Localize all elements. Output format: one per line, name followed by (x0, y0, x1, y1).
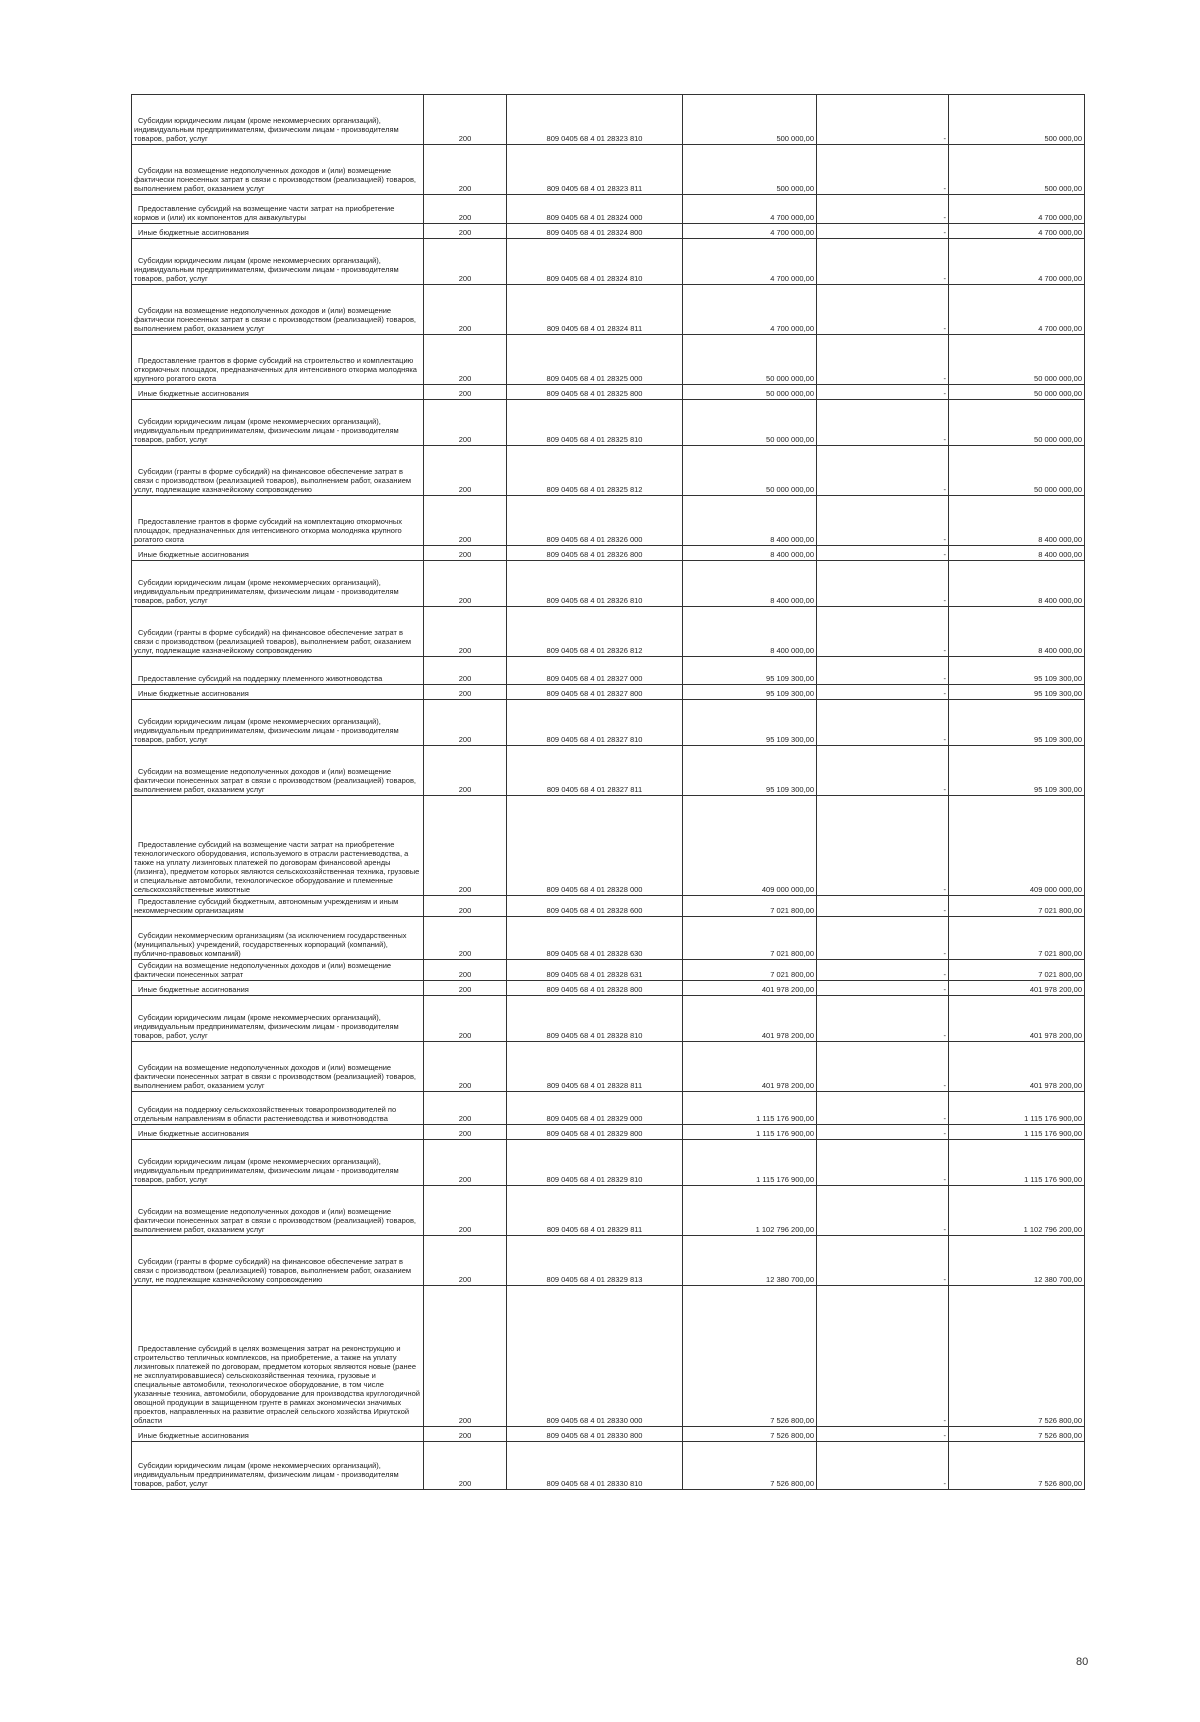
budget-classification-code: 809 0405 68 4 01 28326 810 (507, 561, 683, 607)
amount-total: 95 109 300,00 (949, 685, 1085, 700)
amount-approved: 12 380 700,00 (683, 1236, 817, 1286)
budget-table-page (131, 94, 1084, 1490)
expense-name: Субсидии юридическим лицам (кроме некоммерческих организаций), индивидуальным предпринимателям, физическим лицам - производителям товаров, работ, услуг (132, 1140, 424, 1186)
table-row (132, 335, 1085, 385)
budget-classification-code: 809 0405 68 4 01 28325 800 (507, 385, 683, 400)
table-row (132, 1125, 1085, 1140)
amount-change: - (817, 546, 949, 561)
expense-name: Иные бюджетные ассигнования (132, 546, 424, 561)
line-code: 200 (424, 1092, 507, 1125)
budget-table (131, 94, 1085, 1490)
amount-approved: 7 526 800,00 (683, 1442, 817, 1490)
line-code: 200 (424, 335, 507, 385)
amount-total: 50 000 000,00 (949, 446, 1085, 496)
expense-name: Иные бюджетные ассигнования (132, 385, 424, 400)
budget-classification-code: 809 0405 68 4 01 28327 811 (507, 746, 683, 796)
table-row (132, 239, 1085, 285)
table-row (132, 796, 1085, 896)
line-code: 200 (424, 981, 507, 996)
amount-total: 401 978 200,00 (949, 981, 1085, 996)
expense-name: Предоставление субсидий бюджетным, автономным учреждениям и иным некоммерческим организациям (132, 896, 424, 917)
line-code: 200 (424, 1236, 507, 1286)
line-code: 200 (424, 195, 507, 224)
amount-approved: 4 700 000,00 (683, 285, 817, 335)
amount-total: 7 021 800,00 (949, 960, 1085, 981)
line-code: 200 (424, 1286, 507, 1427)
line-code: 200 (424, 996, 507, 1042)
amount-approved: 1 115 176 900,00 (683, 1092, 817, 1125)
amount-approved: 4 700 000,00 (683, 224, 817, 239)
expense-name: Субсидии юридическим лицам (кроме некоммерческих организаций), индивидуальным предпринимателям, физическим лицам - производителям товаров, работ, услуг (132, 561, 424, 607)
line-code: 200 (424, 1125, 507, 1140)
budget-classification-code: 809 0405 68 4 01 28325 810 (507, 400, 683, 446)
line-code: 200 (424, 746, 507, 796)
expense-name: Иные бюджетные ассигнования (132, 1427, 424, 1442)
amount-total: 50 000 000,00 (949, 400, 1085, 446)
amount-change: - (817, 224, 949, 239)
budget-classification-code: 809 0405 68 4 01 28330 000 (507, 1286, 683, 1427)
amount-total: 50 000 000,00 (949, 335, 1085, 385)
amount-total: 95 109 300,00 (949, 657, 1085, 685)
amount-approved: 7 526 800,00 (683, 1427, 817, 1442)
table-row (132, 657, 1085, 685)
budget-classification-code: 809 0405 68 4 01 28329 000 (507, 1092, 683, 1125)
line-code: 200 (424, 917, 507, 960)
amount-change: - (817, 239, 949, 285)
amount-change: - (817, 1092, 949, 1125)
line-code: 200 (424, 1427, 507, 1442)
amount-approved: 95 109 300,00 (683, 700, 817, 746)
table-row (132, 960, 1085, 981)
amount-change: - (817, 981, 949, 996)
budget-classification-code: 809 0405 68 4 01 28328 800 (507, 981, 683, 996)
amount-change: - (817, 145, 949, 195)
table-row (132, 496, 1085, 546)
amount-total: 7 021 800,00 (949, 917, 1085, 960)
amount-change: - (817, 896, 949, 917)
budget-classification-code: 809 0405 68 4 01 28328 631 (507, 960, 683, 981)
expense-name: Субсидии юридическим лицам (кроме некоммерческих организаций), индивидуальным предпринимателям, физическим лицам - производителям товаров, работ, услуг (132, 95, 424, 145)
amount-change: - (817, 657, 949, 685)
table-row (132, 685, 1085, 700)
amount-total: 8 400 000,00 (949, 561, 1085, 607)
table-row (132, 546, 1085, 561)
expense-name: Субсидии (гранты в форме субсидий) на финансовое обеспечение затрат в связи с производством (реализацией товаров), выполнением работ, оказанием услуг, подлежащие казначейскому сопровождению (132, 446, 424, 496)
amount-total: 1 115 176 900,00 (949, 1140, 1085, 1186)
table-row (132, 996, 1085, 1042)
amount-approved: 8 400 000,00 (683, 561, 817, 607)
amount-change: - (817, 400, 949, 446)
line-code: 200 (424, 385, 507, 400)
amount-total: 409 000 000,00 (949, 796, 1085, 896)
expense-name: Субсидии на возмещение недополученных доходов и (или) возмещение фактически понесенных затрат в связи с производством (реализацией) товаров, выполнением работ, оказанием услуг (132, 1186, 424, 1236)
budget-classification-code: 809 0405 68 4 01 28329 813 (507, 1236, 683, 1286)
table-row (132, 1186, 1085, 1236)
budget-classification-code: 809 0405 68 4 01 28326 000 (507, 496, 683, 546)
amount-total: 4 700 000,00 (949, 195, 1085, 224)
table-row (132, 400, 1085, 446)
amount-change: - (817, 95, 949, 145)
amount-approved: 95 109 300,00 (683, 746, 817, 796)
table-row (132, 95, 1085, 145)
expense-name: Субсидии на поддержку сельскохозяйственных товаропроизводителей по отдельным направлениям в области растениеводства и животноводства (132, 1092, 424, 1125)
line-code: 200 (424, 796, 507, 896)
amount-total: 12 380 700,00 (949, 1236, 1085, 1286)
table-row (132, 446, 1085, 496)
amount-approved: 409 000 000,00 (683, 796, 817, 896)
expense-name: Предоставление субсидий на поддержку племенного животноводства (132, 657, 424, 685)
budget-classification-code: 809 0405 68 4 01 28329 811 (507, 1186, 683, 1236)
expense-name: Субсидии юридическим лицам (кроме некоммерческих организаций), индивидуальным предпринимателям, физическим лицам - производителям товаров, работ, услуг (132, 1442, 424, 1490)
amount-change: - (817, 917, 949, 960)
amount-approved: 95 109 300,00 (683, 657, 817, 685)
expense-name: Субсидии на возмещение недополученных доходов и (или) возмещение фактически понесенных затрат в связи с производством (реализацией) товаров, выполнением работ, оказанием услуг (132, 746, 424, 796)
amount-approved: 401 978 200,00 (683, 981, 817, 996)
expense-name: Предоставление грантов в форме субсидий на строительство и комплектацию откормочных площадок, предназначенных для интенсивного откорма молодняка крупного рогатого скота (132, 335, 424, 385)
line-code: 200 (424, 1186, 507, 1236)
line-code: 200 (424, 685, 507, 700)
amount-approved: 7 021 800,00 (683, 896, 817, 917)
budget-classification-code: 809 0405 68 4 01 28328 630 (507, 917, 683, 960)
amount-total: 7 526 800,00 (949, 1427, 1085, 1442)
table-row (132, 561, 1085, 607)
budget-classification-code: 809 0405 68 4 01 28324 811 (507, 285, 683, 335)
amount-change: - (817, 796, 949, 896)
amount-total: 7 021 800,00 (949, 896, 1085, 917)
amount-approved: 8 400 000,00 (683, 496, 817, 546)
amount-approved: 8 400 000,00 (683, 546, 817, 561)
amount-change: - (817, 496, 949, 546)
amount-approved: 50 000 000,00 (683, 385, 817, 400)
line-code: 200 (424, 446, 507, 496)
table-row (132, 1140, 1085, 1186)
amount-total: 500 000,00 (949, 145, 1085, 195)
line-code: 200 (424, 546, 507, 561)
expense-name: Иные бюджетные ассигнования (132, 981, 424, 996)
budget-classification-code: 809 0405 68 4 01 28324 800 (507, 224, 683, 239)
amount-change: - (817, 1186, 949, 1236)
amount-total: 401 978 200,00 (949, 1042, 1085, 1092)
expense-name: Иные бюджетные ассигнования (132, 224, 424, 239)
line-code: 200 (424, 400, 507, 446)
amount-approved: 50 000 000,00 (683, 446, 817, 496)
amount-approved: 401 978 200,00 (683, 996, 817, 1042)
table-row (132, 746, 1085, 796)
amount-change: - (817, 996, 949, 1042)
expense-name: Субсидии на возмещение недополученных доходов и (или) возмещение фактически понесенных затрат в связи с производством (реализацией) товаров, выполнением работ, оказанием услуг (132, 145, 424, 195)
table-row (132, 385, 1085, 400)
amount-approved: 50 000 000,00 (683, 400, 817, 446)
expense-name: Субсидии (гранты в форме субсидий) на финансовое обеспечение затрат в связи с производством (реализацией) товаров, выполнением работ, оказанием услуг, не подлежащие казначейскому сопровождению (132, 1236, 424, 1286)
amount-change: - (817, 960, 949, 981)
expense-name: Субсидии (гранты в форме субсидий) на финансовое обеспечение затрат в связи с производством (реализацией товаров), выполнением работ, оказанием услуг, подлежащие казначейскому сопровождению (132, 607, 424, 657)
line-code: 200 (424, 1442, 507, 1490)
amount-approved: 401 978 200,00 (683, 1042, 817, 1092)
budget-classification-code: 809 0405 68 4 01 28330 800 (507, 1427, 683, 1442)
budget-classification-code: 809 0405 68 4 01 28325 000 (507, 335, 683, 385)
amount-approved: 95 109 300,00 (683, 685, 817, 700)
table-row (132, 195, 1085, 224)
amount-total: 4 700 000,00 (949, 285, 1085, 335)
amount-change: - (817, 285, 949, 335)
budget-classification-code: 809 0405 68 4 01 28330 810 (507, 1442, 683, 1490)
amount-approved: 1 102 796 200,00 (683, 1186, 817, 1236)
amount-total: 8 400 000,00 (949, 607, 1085, 657)
expense-name: Иные бюджетные ассигнования (132, 1125, 424, 1140)
table-row (132, 607, 1085, 657)
table-row (132, 917, 1085, 960)
amount-approved: 8 400 000,00 (683, 607, 817, 657)
amount-change: - (817, 700, 949, 746)
expense-name: Субсидии юридическим лицам (кроме некоммерческих организаций), индивидуальным предпринимателям, физическим лицам - производителям товаров, работ, услуг (132, 700, 424, 746)
expense-name: Субсидии некоммерческим организациям (за исключением государственных (муниципальных) учреждений, государственных корпораций (компаний), публично-правовых компаний) (132, 917, 424, 960)
expense-name: Предоставление субсидий на возмещение части затрат на приобретение кормов и (или) их компонентов для аквакультуры (132, 195, 424, 224)
budget-table-body (132, 95, 1085, 1490)
table-row (132, 224, 1085, 239)
budget-classification-code: 809 0405 68 4 01 28326 812 (507, 607, 683, 657)
budget-classification-code: 809 0405 68 4 01 28323 811 (507, 145, 683, 195)
amount-change: - (817, 446, 949, 496)
table-row (132, 981, 1085, 996)
amount-change: - (817, 685, 949, 700)
amount-total: 1 115 176 900,00 (949, 1092, 1085, 1125)
line-code: 200 (424, 1140, 507, 1186)
amount-total: 500 000,00 (949, 95, 1085, 145)
amount-total: 1 115 176 900,00 (949, 1125, 1085, 1140)
amount-total: 95 109 300,00 (949, 700, 1085, 746)
table-row (132, 1427, 1085, 1442)
budget-classification-code: 809 0405 68 4 01 28324 810 (507, 239, 683, 285)
table-row (132, 145, 1085, 195)
expense-name: Субсидии на возмещение недополученных доходов и (или) возмещение фактически понесенных затрат в связи с производством (реализацией) товаров, выполнением работ, оказанием услуг (132, 285, 424, 335)
amount-approved: 500 000,00 (683, 145, 817, 195)
budget-classification-code: 809 0405 68 4 01 28326 800 (507, 546, 683, 561)
table-row (132, 1042, 1085, 1092)
expense-name: Субсидии юридическим лицам (кроме некоммерческих организаций), индивидуальным предпринимателям, физическим лицам - производителям товаров, работ, услуг (132, 996, 424, 1042)
amount-total: 7 526 800,00 (949, 1442, 1085, 1490)
amount-approved: 1 115 176 900,00 (683, 1140, 817, 1186)
budget-classification-code: 809 0405 68 4 01 28328 810 (507, 996, 683, 1042)
expense-name: Субсидии юридическим лицам (кроме некоммерческих организаций), индивидуальным предпринимателям, физическим лицам - производителям товаров, работ, услуг (132, 239, 424, 285)
table-row (132, 1442, 1085, 1490)
line-code: 200 (424, 239, 507, 285)
expense-name: Субсидии на возмещение недополученных доходов и (или) возмещение фактически понесенных затрат в связи с производством (реализацией) товаров, выполнением работ, оказанием услуг (132, 1042, 424, 1092)
table-row (132, 1286, 1085, 1427)
amount-change: - (817, 1236, 949, 1286)
line-code: 200 (424, 960, 507, 981)
table-row (132, 1236, 1085, 1286)
amount-change: - (817, 195, 949, 224)
amount-total: 1 102 796 200,00 (949, 1186, 1085, 1236)
line-code: 200 (424, 607, 507, 657)
amount-change: - (817, 335, 949, 385)
line-code: 200 (424, 1042, 507, 1092)
budget-classification-code: 809 0405 68 4 01 28327 000 (507, 657, 683, 685)
amount-approved: 7 526 800,00 (683, 1286, 817, 1427)
budget-classification-code: 809 0405 68 4 01 28328 000 (507, 796, 683, 896)
amount-total: 4 700 000,00 (949, 239, 1085, 285)
table-row (132, 1092, 1085, 1125)
amount-total: 95 109 300,00 (949, 746, 1085, 796)
budget-classification-code: 809 0405 68 4 01 28328 811 (507, 1042, 683, 1092)
budget-classification-code: 809 0405 68 4 01 28324 000 (507, 195, 683, 224)
amount-approved: 50 000 000,00 (683, 335, 817, 385)
amount-approved: 500 000,00 (683, 95, 817, 145)
line-code: 200 (424, 700, 507, 746)
expense-name: Субсидии юридическим лицам (кроме некоммерческих организаций), индивидуальным предпринимателям, физическим лицам - производителям товаров, работ, услуг (132, 400, 424, 446)
budget-classification-code: 809 0405 68 4 01 28327 800 (507, 685, 683, 700)
line-code: 200 (424, 496, 507, 546)
amount-approved: 7 021 800,00 (683, 917, 817, 960)
amount-total: 8 400 000,00 (949, 546, 1085, 561)
expense-name: Предоставление субсидий в целях возмещения затрат на реконструкцию и строительство тепличных комплексов, на приобретение, а также на уплату лизинговых платежей по договорам, предметом которых являются новые (ранее не эксплуатировавшиеся) сельскохозяйственная техника, грузовые и специальные автомобили, технологическое оборудование, в том числе указанные техника, автомобили, оборудование для производства круглогодичной овощной продукции в защищенном грунте в рамках экономически значимых проектов, направленных на развитие отраслей сельского хозяйства Иркутской области (132, 1286, 424, 1427)
amount-change: - (817, 1125, 949, 1140)
expense-name: Субсидии на возмещение недополученных доходов и (или) возмещение фактически понесенных затрат (132, 960, 424, 981)
amount-change: - (817, 1140, 949, 1186)
amount-change: - (817, 1286, 949, 1427)
table-row (132, 285, 1085, 335)
budget-classification-code: 809 0405 68 4 01 28325 812 (507, 446, 683, 496)
amount-approved: 4 700 000,00 (683, 195, 817, 224)
page-number: 80 (1076, 1656, 1089, 1668)
amount-change: - (817, 561, 949, 607)
line-code: 200 (424, 224, 507, 239)
amount-change: - (817, 746, 949, 796)
amount-change: - (817, 385, 949, 400)
line-code: 200 (424, 657, 507, 685)
amount-change: - (817, 1042, 949, 1092)
line-code: 200 (424, 896, 507, 917)
expense-name: Предоставление субсидий на возмещение части затрат на приобретение технологического оборудования, используемого в отрасли растениеводства, а также на уплату лизинговых платежей по договорам финансовой аренды (лизинга), предметом которых являются сельскохозяйственная техника, грузовые и специальные автомобили, технологическое оборудование и племенные сельскохозяйственные животные (132, 796, 424, 896)
budget-classification-code: 809 0405 68 4 01 28329 800 (507, 1125, 683, 1140)
amount-change: - (817, 607, 949, 657)
amount-change: - (817, 1427, 949, 1442)
budget-classification-code: 809 0405 68 4 01 28327 810 (507, 700, 683, 746)
amount-total: 7 526 800,00 (949, 1286, 1085, 1427)
budget-classification-code: 809 0405 68 4 01 28328 600 (507, 896, 683, 917)
amount-total: 4 700 000,00 (949, 224, 1085, 239)
line-code: 200 (424, 285, 507, 335)
table-row (132, 700, 1085, 746)
amount-change: - (817, 1442, 949, 1490)
amount-total: 8 400 000,00 (949, 496, 1085, 546)
amount-approved: 7 021 800,00 (683, 960, 817, 981)
budget-classification-code: 809 0405 68 4 01 28323 810 (507, 95, 683, 145)
table-row (132, 896, 1085, 917)
line-code: 200 (424, 561, 507, 607)
amount-total: 401 978 200,00 (949, 996, 1085, 1042)
amount-approved: 1 115 176 900,00 (683, 1125, 817, 1140)
expense-name: Предоставление грантов в форме субсидий на комплектацию откормочных площадок, предназначенных для интенсивного откорма молодняка крупного рогатого скота (132, 496, 424, 546)
line-code: 200 (424, 95, 507, 145)
line-code: 200 (424, 145, 507, 195)
amount-total: 50 000 000,00 (949, 385, 1085, 400)
expense-name: Иные бюджетные ассигнования (132, 685, 424, 700)
amount-approved: 4 700 000,00 (683, 239, 817, 285)
budget-classification-code: 809 0405 68 4 01 28329 810 (507, 1140, 683, 1186)
